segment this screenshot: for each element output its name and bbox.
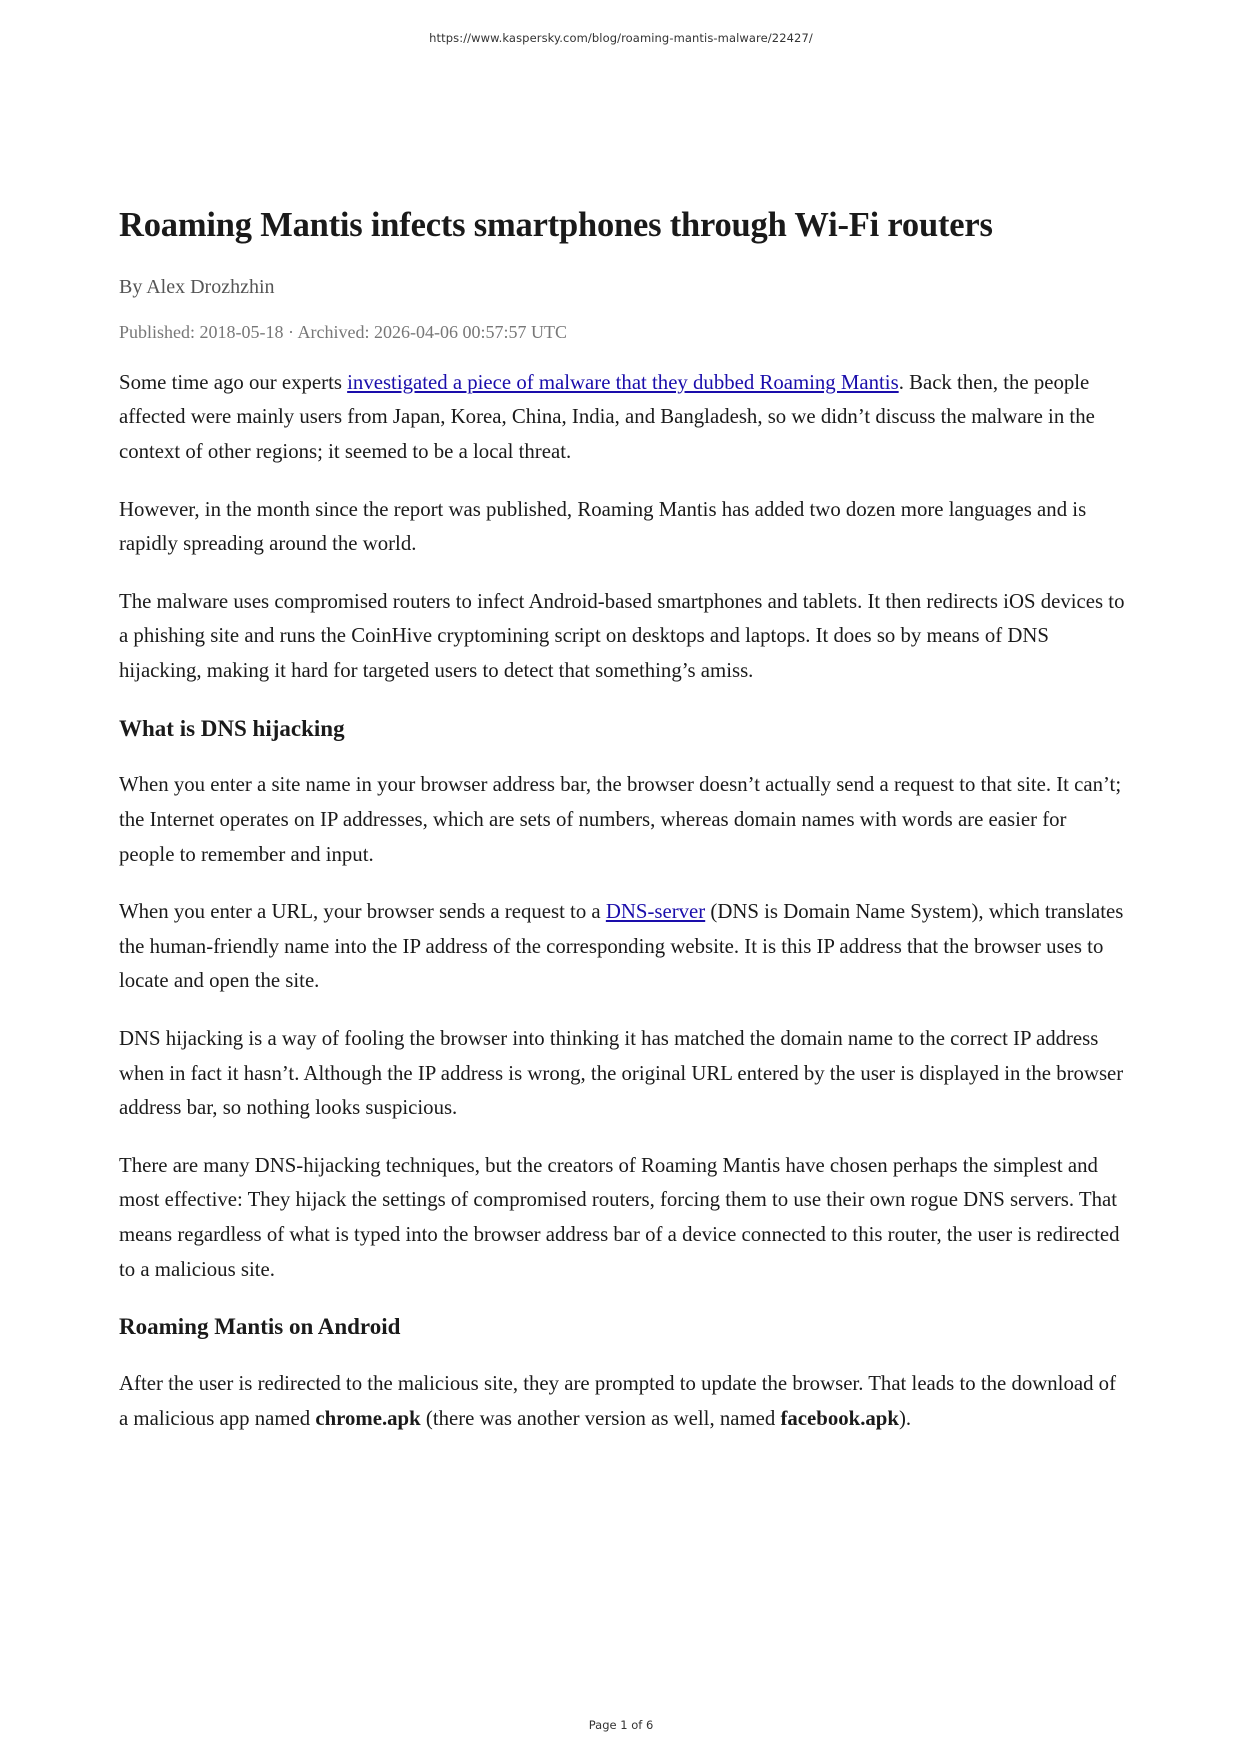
filename-chrome-apk: chrome.apk [315, 1406, 421, 1430]
text-span: (DNS is Domain Name System), which translates the human-friendly name into the IP address of the corresponding website. It is this IP address that the browser uses to locate and open the site. [119, 900, 1124, 993]
article [119, 205, 1125, 1436]
text-span: . Back then, the people affected were mainly users from Japan, Korea, China, India, and Bangladesh, so we didn’t discuss the malware in the context of other regions; it seemed to be a local threat. [119, 370, 1095, 463]
text-span: After the user is redirected to the malicious site, they are prompted to update the browser. That leads to the download of a malicious app named [119, 1372, 1116, 1430]
text-span: ). [898, 1406, 912, 1430]
heading-dns-hijacking: What is DNS hijacking [119, 715, 345, 741]
text-span: Some time ago our experts [119, 370, 348, 394]
filename-facebook-apk: facebook.apk [780, 1406, 899, 1430]
paragraph-android-download [119, 1367, 1125, 1436]
publish-meta: Published: 2018-05-18 · Archived: 2026-04-06 00:57:57 UTC [119, 322, 567, 343]
roaming-mantis-report-link[interactable]: investigated a piece of malware that they dubbed Roaming Mantis [347, 370, 899, 394]
heading-roaming-mantis-android: Roaming Mantis on Android [119, 1314, 401, 1340]
text-span: (there was another version as well, named [420, 1406, 781, 1430]
paragraph-spread: However, in the month since the report was published, Roaming Mantis has added two dozen more languages and is rapidly spreading around the world. [119, 497, 1087, 556]
author-byline: By Alex Drozhzhin [119, 276, 275, 299]
article-title: Roaming Mantis infects smartphones through Wi-Fi routers [119, 206, 993, 244]
paragraph-intro [119, 366, 1125, 470]
text-span: When you enter a URL, your browser sends a request to a [119, 900, 606, 924]
paragraph-dns-server [119, 895, 1125, 999]
paragraph-hijacking-explained: DNS hijacking is a way of fooling the browser into thinking it has matched the domain name to the correct IP address when in fact it hasn’t. Although the IP address is wrong, the original URL entered by the user is displayed in the browser address bar, so nothing looks suspicious. [119, 1026, 1124, 1120]
paragraph-browser-request: When you enter a site name in your browser address bar, the browser doesn’t actually send a request to that site. It can’t; the Internet operates on IP addresses, which are sets of numbers, whereas domain names with words are easier for people to remember and input. [119, 773, 1122, 866]
page-url-header: https://www.kaspersky.com/blog/roaming-mantis-malware/22427/ [429, 31, 813, 45]
page-number-footer: Page 1 of 6 [588, 1718, 654, 1732]
paragraph-techniques: There are many DNS-hijacking techniques, but the creators of Roaming Mantis have chosen perhaps the simplest and most effective: They hijack the settings of compromised routers, forcing them to use their own rogue DNS servers. That means regardless of what is typed into the browser address bar of a device connected to this router, the user is redirected to a malicious site. [119, 1153, 1120, 1281]
paragraph-malware-method: The malware uses compromised routers to infect Android-based smartphones and tablets. It then redirects iOS devices to a phishing site and runs the CoinHive cryptomining script on desktops and laptops. It does so by means of DNS hijacking, making it hard for targeted users to detect that something’s amiss. [119, 589, 1125, 682]
dns-server-link[interactable]: DNS-server [605, 900, 706, 924]
